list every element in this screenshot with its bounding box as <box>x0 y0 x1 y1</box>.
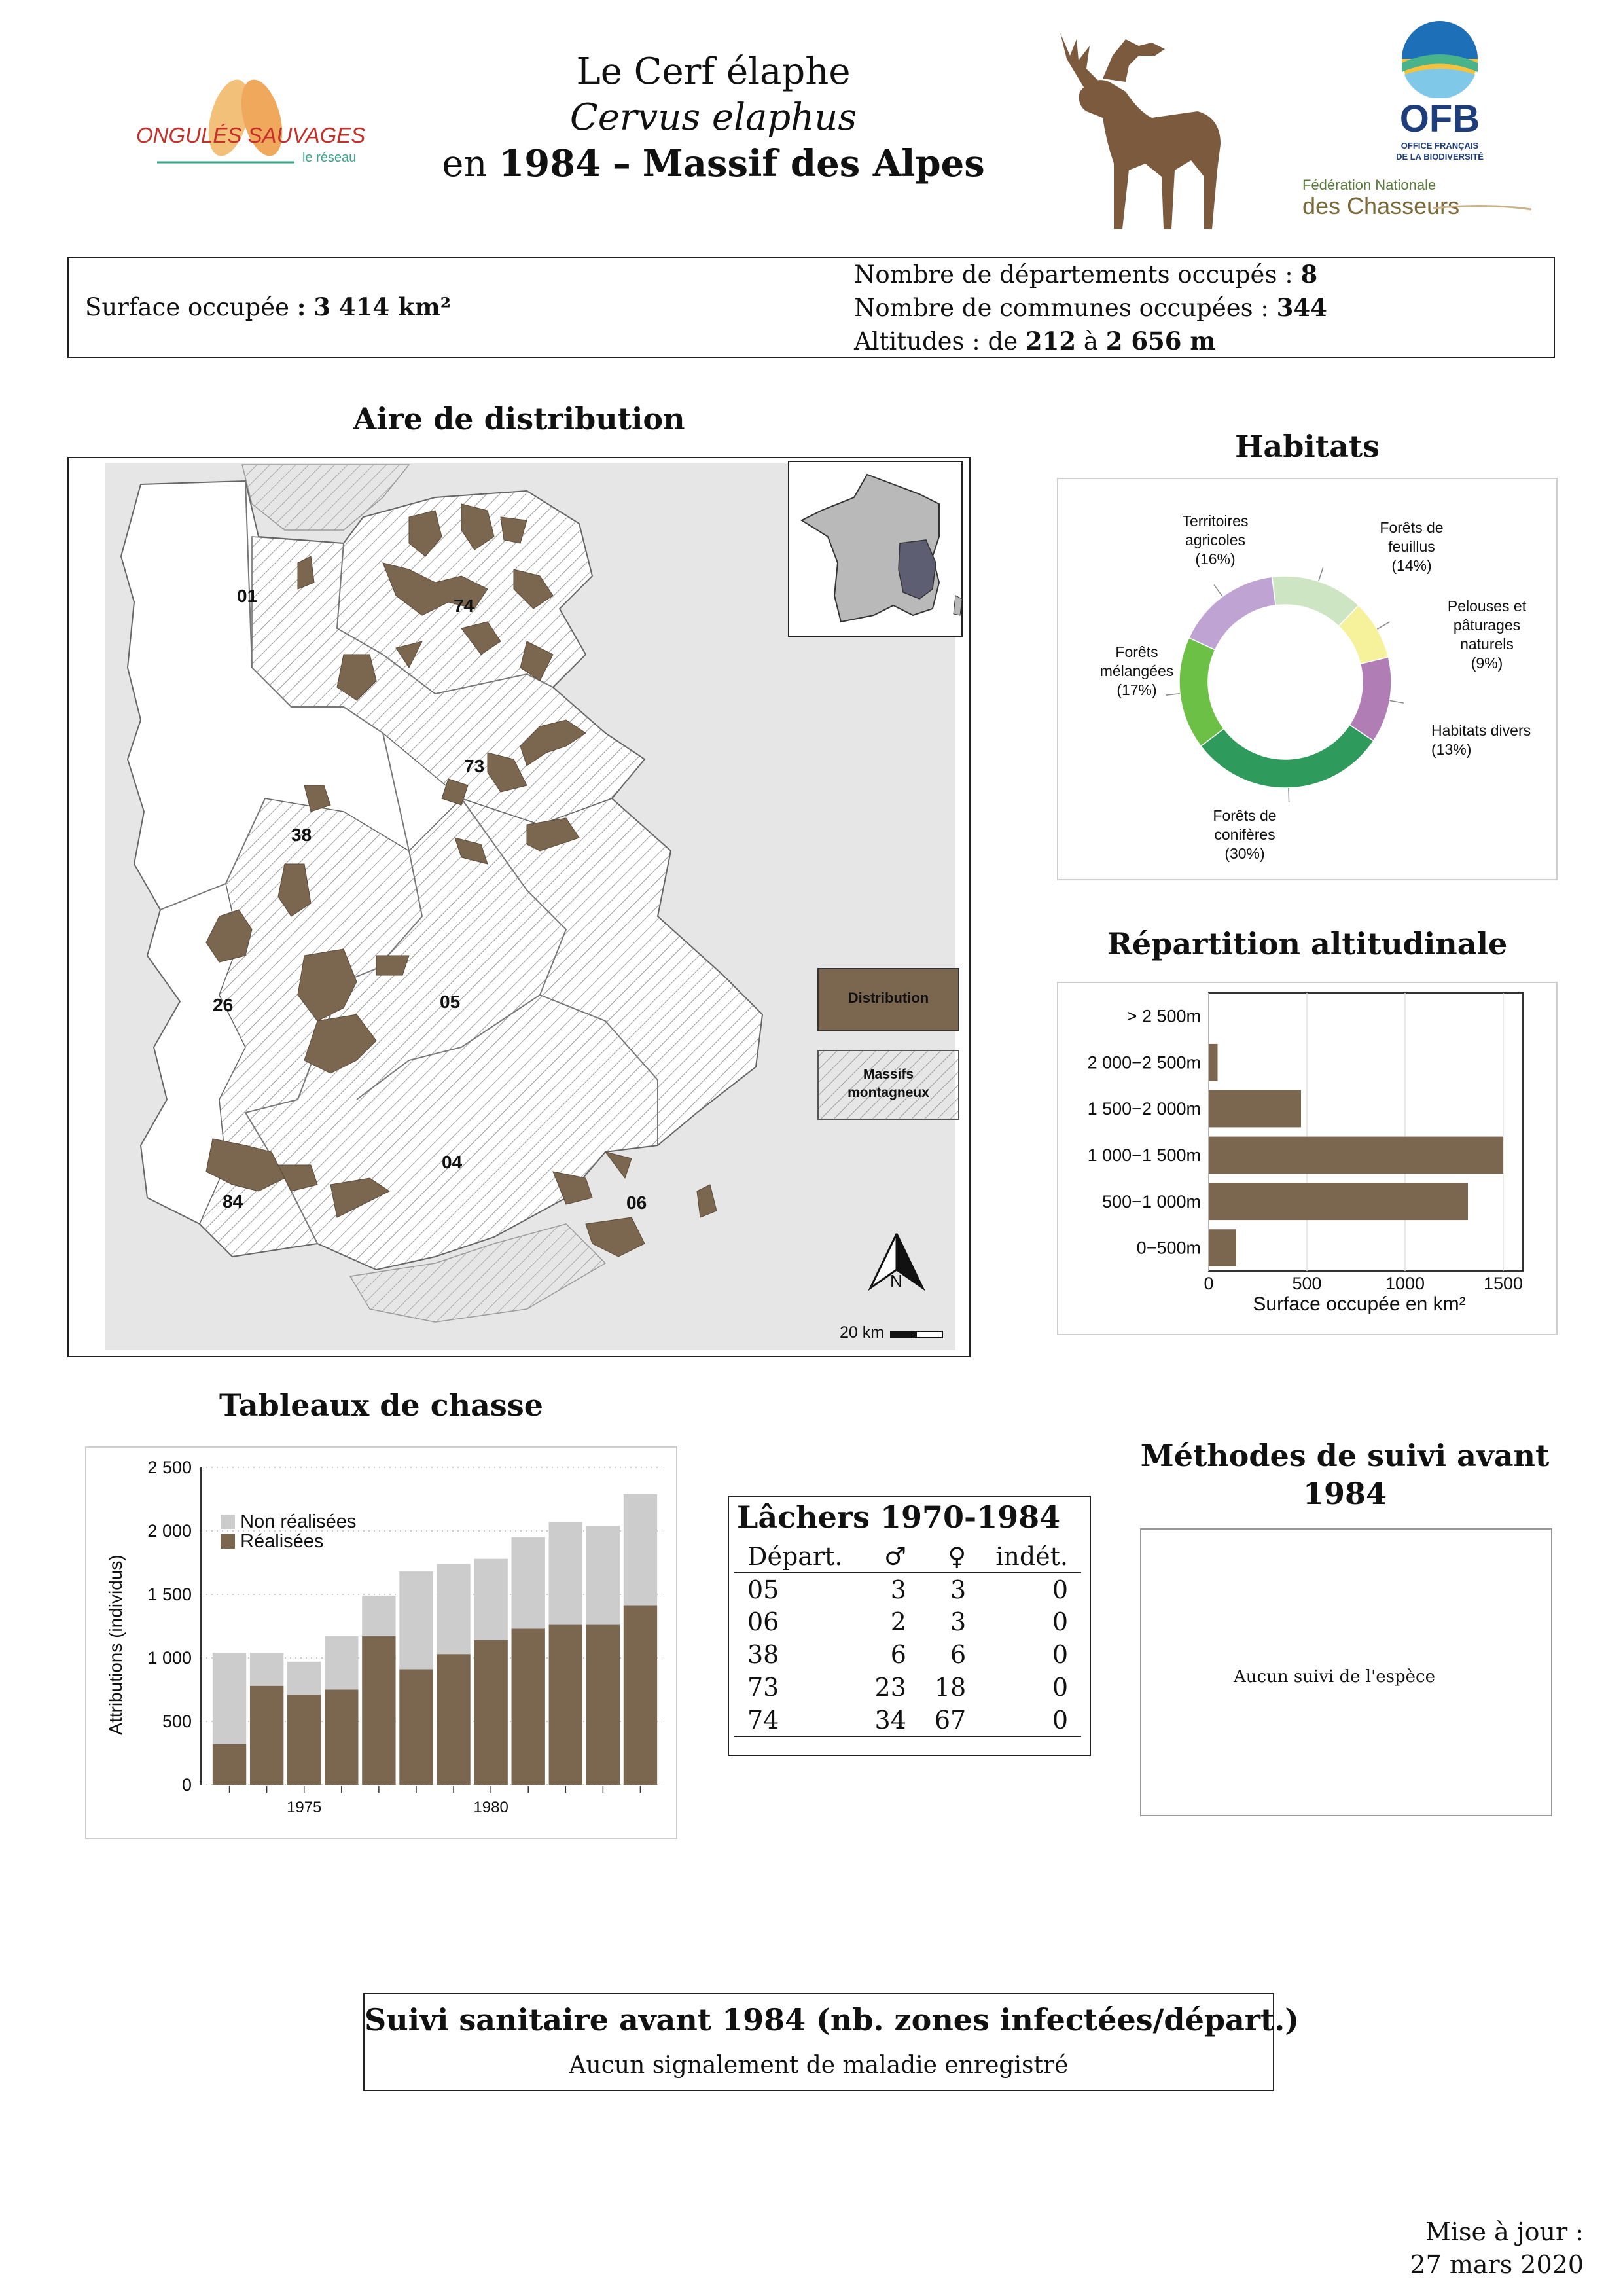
hunting-bar-realisees <box>512 1628 545 1785</box>
stats-block <box>854 258 1327 358</box>
deer-silhouette-icon <box>1041 20 1230 236</box>
habitat-divers-l1: Habitats divers <box>1431 722 1531 739</box>
altitude-category-label: 1 000−1 500m <box>1087 1145 1201 1165</box>
hunting-ytick-label: 2 500 <box>147 1458 192 1477</box>
hunting-legend <box>221 1512 356 1551</box>
habitat-label-pelouses <box>1431 597 1543 673</box>
legend-massifs-label-2: montagneux <box>847 1085 929 1100</box>
habitat-feuillus-l2: feuillus <box>1388 538 1435 555</box>
inset-alps <box>899 540 936 599</box>
donut-slices <box>1166 567 1404 802</box>
communes-line <box>854 291 1327 325</box>
hunting-bar-non-realisees <box>250 1653 283 1685</box>
dept-label-06: 06 <box>626 1193 647 1213</box>
habitat-agricoles-l2: agricoles <box>1185 531 1246 548</box>
habitat-feuillus-l3: (14%) <box>1391 557 1432 574</box>
map-title: Aire de distribution <box>353 401 685 437</box>
altitude-chart-marks <box>1088 993 1523 1315</box>
communes-value: 344 <box>1276 293 1327 322</box>
title-dash: – <box>612 142 631 185</box>
hunting-bar-realisees <box>474 1640 507 1785</box>
habitat-label-agricoles <box>1163 512 1268 569</box>
map-canvas <box>69 458 969 1356</box>
legend-swatch-realisees <box>221 1534 235 1549</box>
habitat-melangees-l1: Forêts <box>1115 643 1158 660</box>
donut-leader-5 <box>1214 585 1222 597</box>
alt-mid: à <box>1083 327 1098 355</box>
cell-female: 18 <box>934 1673 967 1702</box>
fnc-line1: Fédération Nationale <box>1302 177 1436 193</box>
hunting-bar-non-realisees <box>549 1522 582 1624</box>
fnc-swoosh-icon <box>1302 202 1538 215</box>
distribution-map <box>67 457 971 1357</box>
legend-massifs-label-1: Massifs <box>863 1067 914 1082</box>
title-region: Massif des Alpes <box>642 142 985 185</box>
lachers-header-row <box>734 1540 1081 1573</box>
habitat-agricoles-l3: (16%) <box>1195 550 1236 567</box>
cell-dept: 73 <box>747 1673 779 1702</box>
title-latin-name: Cervus elaphus <box>569 96 857 139</box>
cell-indet: 0 <box>1052 1673 1068 1702</box>
altitude-xtick-label: 500 <box>1292 1274 1322 1293</box>
donut-leader-0 <box>1319 567 1323 581</box>
altitude-bar <box>1209 1137 1503 1174</box>
hunting-bar-realisees <box>325 1690 358 1785</box>
sanitaire-box <box>363 1993 1300 2091</box>
hunting-ylabel: Attributions (individus) <box>105 1554 126 1735</box>
altitude-xlabel: Surface occupée en km² <box>1253 1293 1466 1315</box>
hunting-bar-non-realisees <box>213 1653 246 1744</box>
altitude-bar <box>1209 1044 1218 1081</box>
hunting-bar-non-realisees <box>362 1596 395 1636</box>
table-row <box>734 1638 1081 1671</box>
dept-label-84: 84 <box>223 1191 243 1211</box>
table-row <box>734 1704 1081 1736</box>
legend-realisees <box>221 1532 356 1551</box>
altitude-category-label: 0−500m <box>1136 1238 1201 1258</box>
hunting-ytick-label: 1 000 <box>147 1648 192 1668</box>
cell-male: 2 <box>890 1607 906 1636</box>
hunting-bar-non-realisees <box>474 1559 507 1640</box>
habitat-label-coniferes <box>1186 806 1304 863</box>
ofb-sub2: DE LA BIODIVERSITÉ <box>1396 152 1484 162</box>
lachers-col-female: ♀ <box>919 1540 979 1573</box>
habitats-title: Habitats <box>1234 429 1380 464</box>
legend-non-realisees <box>221 1512 356 1532</box>
habitat-label-divers <box>1431 721 1549 759</box>
habitat-agricoles-l1: Territoires <box>1182 512 1249 529</box>
habitat-coniferes-l2: conifères <box>1214 826 1275 843</box>
lachers-col-male: ♂ <box>860 1540 919 1573</box>
lachers-box <box>728 1496 1091 1756</box>
habitat-melangees-l3: (17%) <box>1116 681 1157 698</box>
surface-line <box>85 291 451 324</box>
hunting-bar-realisees <box>287 1695 321 1785</box>
hunting-bar-realisees <box>250 1686 283 1785</box>
cell-dept: 38 <box>747 1640 779 1669</box>
altitude-category-label: 1 500−2 000m <box>1087 1099 1201 1119</box>
legend-label-realisees: Réalisées <box>240 1531 324 1552</box>
hunting-bar-non-realisees <box>399 1571 433 1669</box>
table-row <box>734 1671 1081 1704</box>
hunting-bar-realisees <box>624 1605 657 1785</box>
hunting-bar-realisees <box>362 1636 395 1785</box>
north-label: N <box>890 1271 902 1291</box>
cell-dept: 74 <box>747 1705 779 1734</box>
dept-label-05: 05 <box>440 992 461 1012</box>
logo-ongules-sauvages <box>131 72 366 183</box>
hunting-title: Tableaux de chasse <box>219 1388 543 1423</box>
scale-label: 20 km <box>840 1323 885 1342</box>
altitude-xtick-label: 1000 <box>1385 1274 1425 1293</box>
legend-swatch-non-realisees <box>221 1515 235 1529</box>
cell-male: 3 <box>890 1575 906 1604</box>
communes-label: Nombre de communes occupées : <box>854 294 1269 322</box>
logo-ofb <box>1381 20 1499 167</box>
depts-label: Nombre de départements occupés : <box>854 260 1293 289</box>
hunting-bar-realisees <box>586 1625 620 1785</box>
methodes-box <box>1140 1528 1552 1816</box>
logo-left-sub: le réseau <box>302 151 357 165</box>
cell-female: 3 <box>950 1575 967 1604</box>
altitude-plot-area <box>1209 993 1523 1271</box>
sanitaire-text: Aucun signalement de maladie enregistré <box>569 2052 1069 2079</box>
lachers-col-dept: Départ. <box>734 1540 860 1573</box>
dept-label-38: 38 <box>291 825 312 845</box>
dept-label-74: 74 <box>454 596 474 616</box>
habitat-feuillus-l1: Forêts de <box>1380 519 1444 536</box>
surface-sep: : <box>296 293 306 321</box>
donut-slice-5 <box>1189 577 1275 650</box>
ofb-globe-icon <box>1381 20 1499 98</box>
alt-max: 2 656 m <box>1105 327 1216 355</box>
fnc-line2: des Chasseurs <box>1302 192 1460 219</box>
hunting-bar-non-realisees <box>586 1526 620 1624</box>
ofb-wordmark: OFB <box>1399 98 1480 140</box>
hunting-bar-realisees <box>437 1654 470 1785</box>
altitude-chart <box>1058 983 1559 1336</box>
update-date: 27 mars 2020 <box>1410 2250 1584 2279</box>
dept-label-26: 26 <box>213 995 234 1015</box>
lachers-table <box>734 1540 1081 1737</box>
hunting-bar-realisees <box>549 1625 582 1785</box>
habitat-coniferes-l1: Forêts de <box>1213 807 1277 824</box>
lachers-title: Lâchers 1970-1984 <box>737 1499 1061 1535</box>
cell-indet: 0 <box>1052 1575 1068 1604</box>
habitat-label-melangees <box>1084 643 1189 700</box>
logo-left-main: ONGULÉS SAUVAGES <box>136 123 366 147</box>
update-label: Mise à jour : <box>1425 2217 1584 2246</box>
hunting-bar-non-realisees <box>325 1636 358 1689</box>
legend-label-non-realisees: Non réalisées <box>240 1511 357 1532</box>
title-line3 <box>393 141 1034 187</box>
surface-value: 3 414 km² <box>313 293 451 321</box>
altitude-chart-panel <box>1057 982 1558 1335</box>
habitat-label-feuillus <box>1359 518 1464 575</box>
dept-label-73: 73 <box>464 756 485 776</box>
altitude-bar <box>1209 1090 1301 1128</box>
cell-dept: 05 <box>747 1575 779 1604</box>
altitude-category-label: 500−1 000m <box>1102 1191 1201 1211</box>
page-title <box>393 49 1034 187</box>
cell-male: 23 <box>874 1673 906 1702</box>
methodes-title-l1: Méthodes de suivi avant <box>1140 1438 1550 1473</box>
cell-indet: 0 <box>1052 1705 1068 1734</box>
hunting-ytick-label: 1 500 <box>147 1585 192 1604</box>
logo-fnc <box>1302 177 1538 229</box>
habitat-pelouses-l4: (9%) <box>1471 655 1503 672</box>
habitats-panel <box>1057 478 1558 880</box>
scale-bar <box>890 1331 942 1338</box>
altitude-title: Répartition altitudinale <box>1107 926 1508 961</box>
hunting-chart <box>86 1448 679 1840</box>
hunting-chart-panel <box>85 1446 677 1839</box>
methodes-title-l2: 1984 <box>1302 1476 1387 1511</box>
altitude-xtick-label: 1500 <box>1483 1274 1524 1293</box>
methodes-text: Aucun suivi de l'espèce <box>1234 1667 1435 1687</box>
title-prefix: en <box>442 143 488 185</box>
hunting-bar-realisees <box>213 1744 246 1785</box>
habitat-pelouses-l2: pâturages <box>1453 617 1521 634</box>
table-row <box>734 1605 1081 1638</box>
donut-leader-1 <box>1377 622 1389 629</box>
alt-min: 212 <box>1025 327 1077 355</box>
title-common-name: Le Cerf élaphe <box>576 50 851 93</box>
surface-label: Surface occupée <box>85 293 290 321</box>
dept-label-04: 04 <box>442 1152 463 1172</box>
altitude-xtick-label: 0 <box>1204 1274 1214 1293</box>
hunting-bar-non-realisees <box>287 1662 321 1695</box>
methodes-title <box>1139 1437 1551 1513</box>
hunting-bar-realisees <box>399 1669 433 1785</box>
title-year: 1984 <box>499 142 601 185</box>
cell-dept: 06 <box>747 1607 779 1636</box>
cell-female: 67 <box>934 1705 967 1734</box>
update-note <box>1361 2215 1584 2281</box>
altitude-bar <box>1209 1229 1236 1266</box>
hunting-bar-non-realisees <box>437 1564 470 1654</box>
hunting-xtick-label: 1975 <box>287 1799 322 1816</box>
habitat-pelouses-l1: Pelouses et <box>1447 598 1527 615</box>
altitude-bar <box>1209 1183 1468 1220</box>
habitat-coniferes-l3: (30%) <box>1224 845 1265 862</box>
donut-slice-3 <box>1201 725 1374 788</box>
donut-leader-2 <box>1390 700 1404 703</box>
alt-label: Altitudes : de <box>854 327 1018 355</box>
habitat-pelouses-l3: naturels <box>1460 636 1514 653</box>
habitat-melangees-l2: mélangées <box>1099 662 1174 679</box>
depts-line <box>854 258 1327 291</box>
hunting-ytick-label: 0 <box>181 1775 192 1795</box>
habitat-divers-l2: (13%) <box>1431 741 1472 758</box>
altitude-category-label: 2 000−2 500m <box>1087 1052 1201 1073</box>
hunting-ytick-label: 500 <box>162 1712 192 1731</box>
sanitaire-title: Suivi sanitaire avant 1984 (nb. zones infectées/départ.) <box>365 2002 1300 2037</box>
dept-label-01: 01 <box>237 586 258 606</box>
summary-box <box>67 257 1555 358</box>
altitude-category-label: > 2 500m <box>1126 1006 1201 1026</box>
depts-value: 8 <box>1300 260 1318 289</box>
donut-slice-2 <box>1349 657 1391 741</box>
lachers-col-indet: indét. <box>979 1540 1081 1573</box>
table-row <box>734 1573 1081 1605</box>
cell-female: 6 <box>950 1640 967 1669</box>
cell-male: 6 <box>890 1640 906 1669</box>
hunting-xtick-label: 1980 <box>473 1799 508 1816</box>
hunting-bar-non-realisees <box>512 1537 545 1629</box>
hunting-bar-non-realisees <box>624 1494 657 1606</box>
cell-female: 3 <box>950 1607 967 1636</box>
cell-indet: 0 <box>1052 1607 1068 1636</box>
legend-distribution-label: Distribution <box>847 990 929 1006</box>
hunting-ytick-label: 2 000 <box>147 1521 192 1541</box>
cell-male: 34 <box>874 1705 906 1734</box>
ofb-sub1: OFFICE FRANÇAIS <box>1400 141 1479 151</box>
cell-indet: 0 <box>1052 1640 1068 1669</box>
altitude-line <box>854 325 1327 358</box>
